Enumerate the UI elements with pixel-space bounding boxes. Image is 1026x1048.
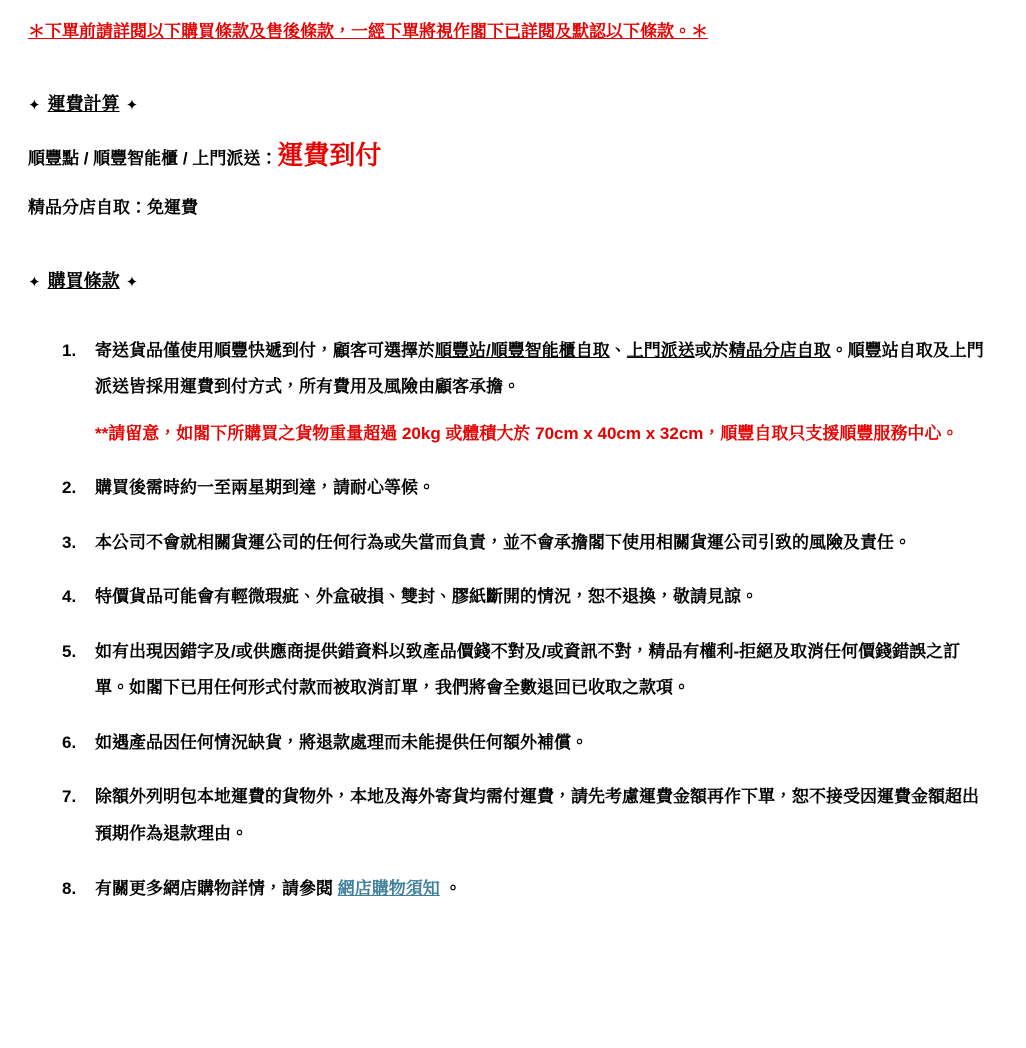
star-icon: ✦	[125, 273, 140, 291]
term-text	[95, 333, 994, 406]
term-item	[62, 333, 994, 453]
term-body	[95, 634, 994, 707]
text-segment: 特價貨品可能會有輕微瑕疵、外盒破損、雙封、膠紙斷開的情況，恕不退換，敬請見諒。	[95, 587, 758, 607]
text-segment: 除額外列明包本地運費的貨物外，本地及海外寄貨均需付運費，請先考慮運費金額再作下單，恕不接受因運費金額超出預期作為退款理由。	[95, 787, 979, 844]
shipping-line-sf	[28, 140, 994, 172]
store-shopping-guide-link[interactable]: 網店購物須知	[337, 878, 440, 898]
term-item	[62, 634, 994, 707]
star-icon: ✦	[28, 273, 42, 291]
text-segment: 寄送貨品僅使用順豐快遞到付，顧客可選擇於	[95, 340, 435, 360]
term-text	[95, 579, 994, 616]
underlined-pickup-option: 精品分店自取	[728, 340, 831, 360]
term-number: 4.	[62, 587, 77, 607]
terms-list	[28, 333, 994, 908]
term-body	[95, 525, 994, 562]
underlined-pickup-option: 順豐站/順豐智能櫃自取	[435, 340, 610, 360]
shipping-line-pickup: 精品分店自取：免運費	[28, 198, 198, 218]
star-icon: ✦	[125, 97, 140, 115]
shipping-line-sf-label: 順豐點 / 順豐智能櫃 / 上門派送：	[28, 149, 278, 169]
terms-heading	[28, 268, 994, 295]
term-text	[95, 470, 994, 507]
term-body	[95, 579, 994, 616]
term-item	[62, 725, 994, 762]
term-body	[95, 725, 994, 762]
term-item	[62, 779, 994, 852]
terms-heading-text: 購買條款	[47, 270, 120, 291]
term-body	[95, 470, 994, 507]
term-number: 3.	[62, 532, 77, 552]
text-segment: 如有出現因錯字及/或供應商提供錯資料以致產品價錢不對及/或資訊不對，精品有權利-拒絕及取消任何價錢錯誤之訂單。如閣下已用任何形式付款而被取消訂單，我們將會全數退回已收取之款項。	[95, 641, 961, 698]
term-number: 6.	[62, 732, 77, 752]
text-segment: 。順豐站自取及上門派送皆採用運費到付方式，所有費用及風險由顧客承擔。	[95, 340, 984, 397]
text-segment: 或於	[694, 340, 729, 360]
term-item	[62, 871, 994, 908]
term-item	[62, 525, 994, 562]
text-segment: 有關更多網店購物詳情，請參閱	[95, 878, 338, 898]
term-text	[95, 871, 994, 908]
top-notice: ＊下單前請詳閱以下購買條款及售後條款，一經下單將視作閣下已詳閱及默認以下條款。＊	[28, 22, 708, 41]
text-segment: 如遇產品因任何情況缺貨，將退款處理而未能提供任何額外補償。	[95, 732, 588, 752]
shipping-heading	[28, 91, 994, 118]
term-number: 8.	[62, 878, 77, 898]
shipping-heading-text: 運費計算	[47, 94, 120, 115]
text-segment: 、	[609, 340, 627, 360]
term-text	[95, 725, 994, 762]
text-segment: 本公司不會就相關貨運公司的任何行為或失當而負責，並不會承擔閣下使用相關貨運公司引致的風險及責任。	[95, 532, 911, 552]
oversize-parcel-warning: **請留意，如閣下所購買之貨物重量超過 20kg 或體積大於 70cm x 40cm x 32cm，順豐自取只支援順豐服務中心。	[95, 423, 959, 443]
term-text	[95, 525, 994, 562]
freight-collect-value: 運費到付	[277, 140, 382, 171]
star-icon: ✦	[28, 97, 42, 115]
text-segment: 購買後需時約一至兩星期到達，請耐心等候。	[95, 478, 435, 498]
term-number: 7.	[62, 787, 77, 807]
term-number: 5.	[62, 641, 77, 661]
text-segment: 。	[439, 878, 462, 898]
term-item	[62, 470, 994, 507]
term-body	[95, 779, 994, 852]
term-item	[62, 579, 994, 616]
term-number: 1.	[62, 340, 77, 360]
term-text	[95, 634, 994, 707]
underlined-pickup-option: 上門派送	[626, 340, 695, 360]
term-text	[95, 779, 994, 852]
term-number: 2.	[62, 478, 77, 498]
term-body	[95, 871, 994, 908]
term-body	[95, 333, 994, 453]
